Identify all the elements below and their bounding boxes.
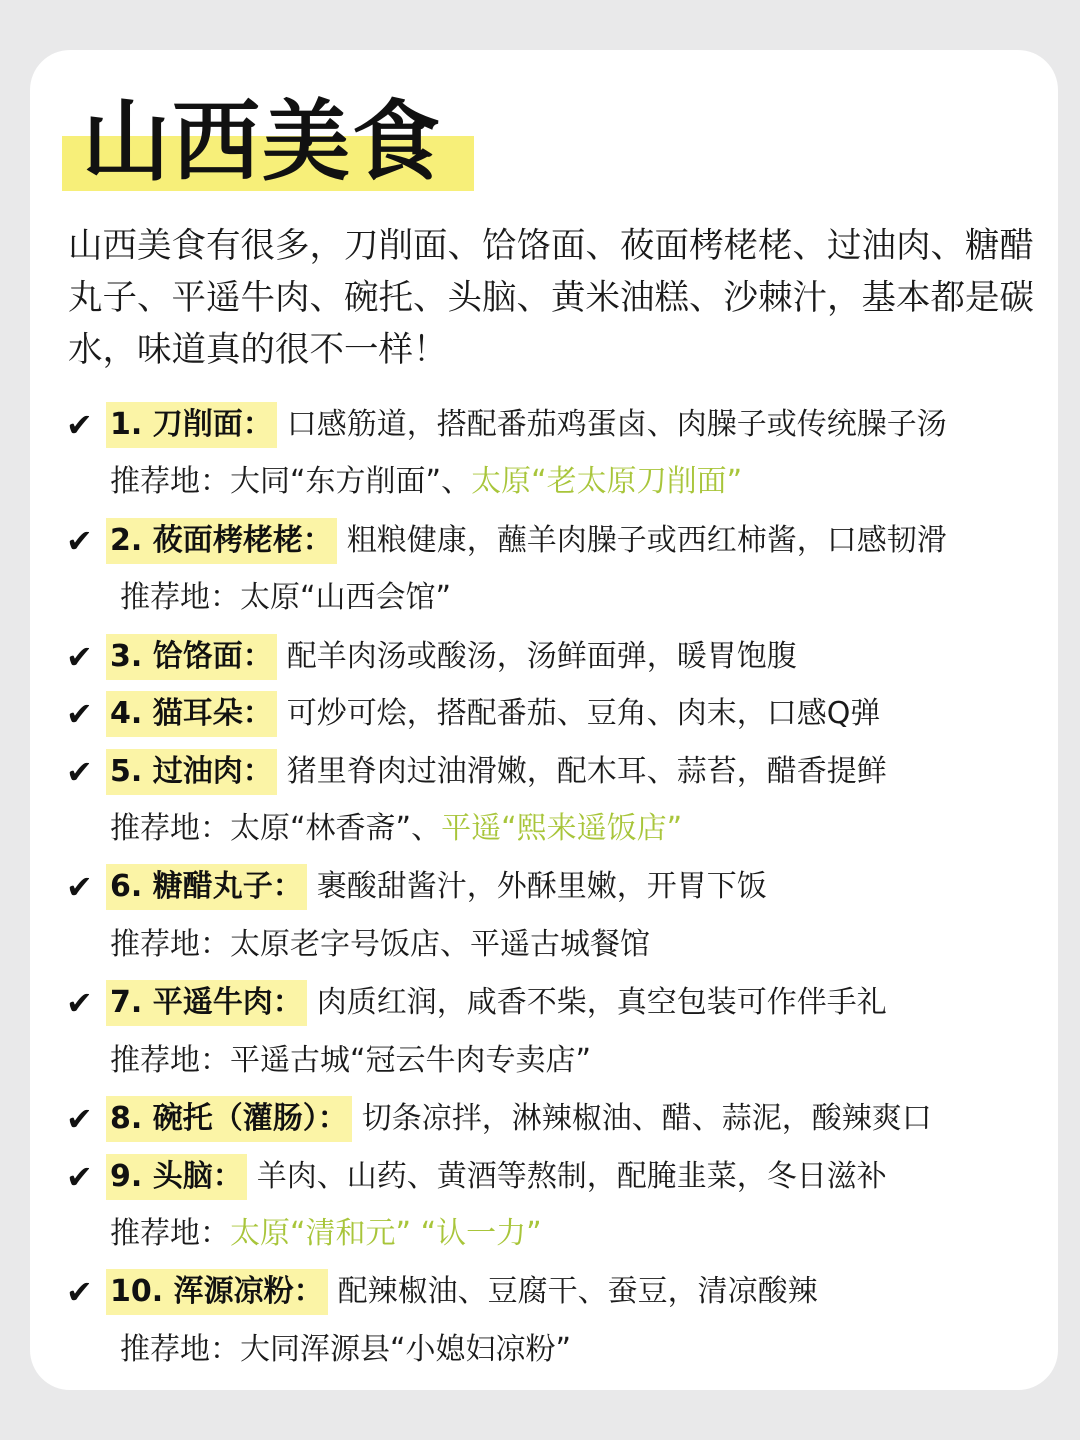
list-item-4 xyxy=(66,689,880,739)
list-item-8 xyxy=(66,1094,932,1144)
check-icon: ✔ xyxy=(66,868,93,906)
item-label: 3. 饸饹面： xyxy=(106,634,277,680)
recommendation-place: 大同“东方削面”、 xyxy=(230,464,472,499)
recommendation-prefix: 推荐地： xyxy=(120,580,240,615)
item-description: 切条凉拌，淋辣椒油、醋、蒜泥，酸辣爽口 xyxy=(361,1101,932,1136)
item-label: 6. 糖醋丸子： xyxy=(106,864,307,910)
list-item-1 xyxy=(66,400,947,450)
recommendation-7 xyxy=(110,1036,591,1086)
recommendation-2 xyxy=(120,573,451,623)
list-item-3 xyxy=(66,632,797,682)
recommendation-place: 太原“林香斋”、 xyxy=(230,811,442,846)
item-label: 10. 浑源凉粉： xyxy=(106,1269,328,1315)
list-item-9 xyxy=(66,1152,887,1202)
recommendation-prefix: 推荐地： xyxy=(110,927,230,962)
item-description: 粗粮健康，蘸羊肉臊子或西红柿酱，口感韧滑 xyxy=(346,523,947,558)
check-icon: ✔ xyxy=(66,695,93,733)
item-label: 7. 平遥牛肉： xyxy=(106,980,307,1026)
recommendation-prefix: 推荐地： xyxy=(110,1043,230,1078)
check-icon: ✔ xyxy=(66,406,93,444)
check-icon: ✔ xyxy=(66,1273,93,1311)
check-icon: ✔ xyxy=(66,753,93,791)
item-label: 5. 过油肉： xyxy=(106,749,277,795)
recommendation-place: 平遥古城“冠云牛肉专卖店” xyxy=(230,1043,592,1078)
recommendation-place-highlight: 太原“老太原刀削面” xyxy=(471,464,743,499)
item-description: 配辣椒油、豆腐干、蚕豆，清凉酸辣 xyxy=(337,1274,818,1309)
item-description: 裹酸甜酱汁，外酥里嫩，开胃下饭 xyxy=(316,869,767,904)
list-item-6 xyxy=(66,862,767,912)
check-icon: ✔ xyxy=(66,522,93,560)
check-icon: ✔ xyxy=(66,984,93,1022)
recommendation-place: 太原老字号饭店、平遥古城餐馆 xyxy=(230,927,650,962)
recommendation-10 xyxy=(120,1325,571,1375)
check-icon: ✔ xyxy=(66,638,93,676)
title-block xyxy=(62,92,442,192)
item-label: 1. 刀削面： xyxy=(106,402,277,448)
page-title: 山西美食 xyxy=(82,90,443,193)
check-icon: ✔ xyxy=(66,1100,93,1138)
item-label: 2. 莜面栲栳栳： xyxy=(106,518,337,564)
intro-paragraph: 山西美食有很多，刀削面、饸饹面、莜面栲栳栳、过油肉、糖醋丸子、平遥牛肉、碗托、头脑、黄米油糕、沙棘汁，基本都是碳水，味道真的很不一样！ xyxy=(68,226,1034,370)
list-item-2 xyxy=(66,516,947,566)
recommendation-prefix: 推荐地： xyxy=(120,1332,240,1367)
recommendation-prefix: 推荐地： xyxy=(110,1216,230,1251)
list-item-5 xyxy=(66,747,887,797)
recommendation-prefix: 推荐地： xyxy=(110,464,230,499)
recommendation-1 xyxy=(110,457,742,507)
check-icon: ✔ xyxy=(66,1158,93,1196)
item-description: 猪里脊肉过油滑嫩，配木耳、蒜苔，醋香提鲜 xyxy=(286,754,887,789)
item-label: 9. 头脑： xyxy=(106,1154,247,1200)
item-description: 肉质红润，咸香不柴，真空包装可作伴手礼 xyxy=(316,985,887,1020)
recommendation-place-highlight: 太原“清和元” “认一力” xyxy=(230,1216,542,1251)
item-description: 配羊肉汤或酸汤，汤鲜面弹，暖胃饱腹 xyxy=(286,639,797,674)
list-item-7 xyxy=(66,978,887,1028)
item-label: 8. 碗托（灌肠）： xyxy=(106,1096,352,1142)
recommendation-place-highlight: 平遥“熙来遥饭店” xyxy=(441,811,683,846)
item-description: 可炒可烩，搭配番茄、豆角、肉末，口感Q弹 xyxy=(286,696,881,731)
item-description: 羊肉、山药、黄酒等熬制，配腌韭菜，冬日滋补 xyxy=(256,1159,887,1194)
recommendation-place: 太原“山西会馆” xyxy=(240,580,452,615)
recommendation-5 xyxy=(110,804,682,854)
list-item-10 xyxy=(66,1267,818,1317)
item-label: 4. 猫耳朵： xyxy=(106,691,277,737)
recommendation-9 xyxy=(110,1209,542,1259)
recommendation-6 xyxy=(110,920,650,970)
item-description: 口感筋道，搭配番茄鸡蛋卤、肉臊子或传统臊子汤 xyxy=(286,407,947,442)
recommendation-place: 大同浑源县“小媳妇凉粉” xyxy=(240,1332,572,1367)
recommendation-prefix: 推荐地： xyxy=(110,811,230,846)
